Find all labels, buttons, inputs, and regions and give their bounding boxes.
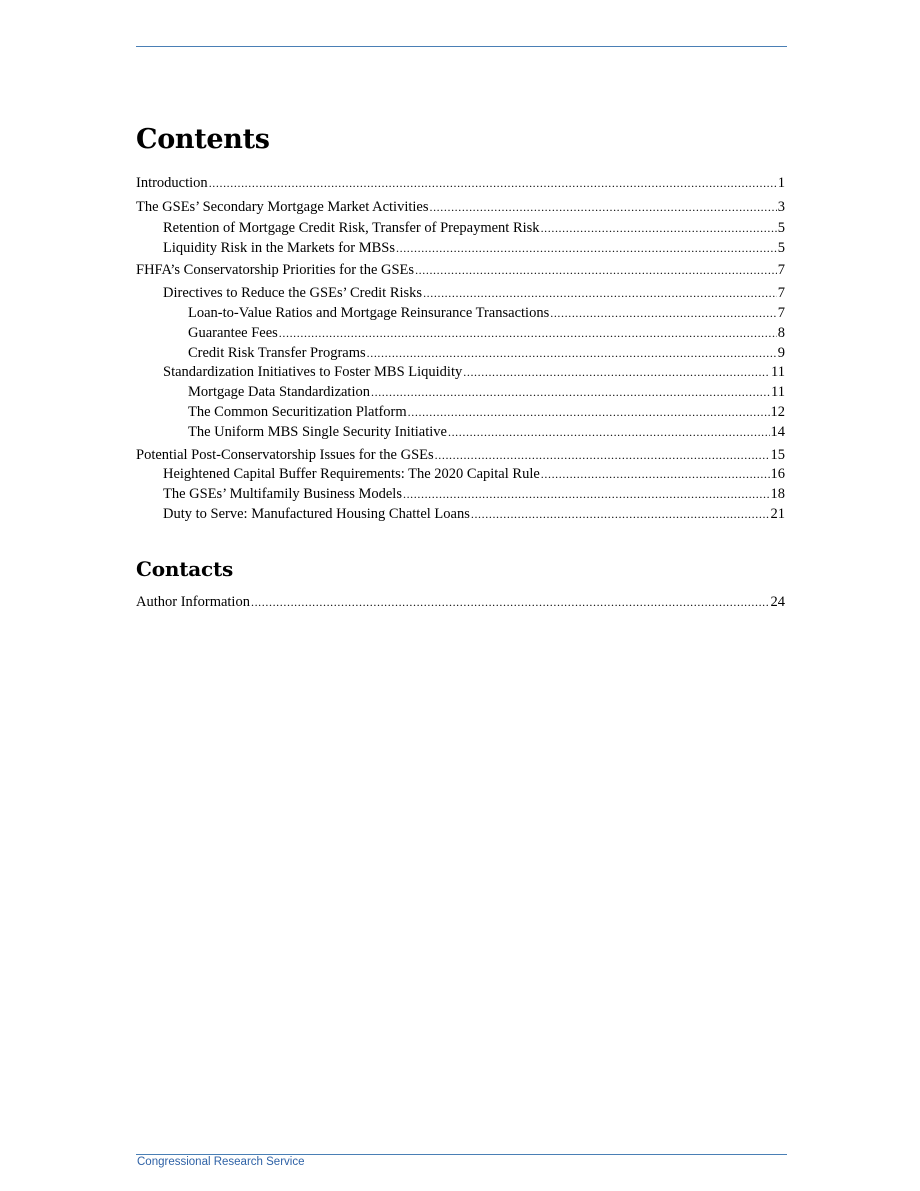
footer-rule (136, 1154, 787, 1155)
toc-dot-leader (541, 465, 770, 483)
toc-dot-leader (471, 505, 770, 523)
toc-entry-page: 21 (770, 506, 785, 522)
toc-entry-title: Potential Post-Conservatorship Issues for the GSEs (136, 447, 434, 463)
toc-entry-page: 14 (770, 424, 785, 440)
toc-entry-page: 1 (777, 175, 785, 191)
toc-dot-leader (415, 261, 777, 279)
toc-dot-leader (429, 198, 776, 216)
toc-entry[interactable] (136, 505, 785, 523)
toc-entry[interactable] (136, 239, 785, 257)
toc-entry-title: Loan-to-Value Ratios and Mortgage Reinsurance Transactions (188, 305, 550, 321)
toc-entry-title: Introduction (136, 175, 208, 191)
toc-entry[interactable] (136, 446, 785, 464)
toc-entry-page: 11 (771, 364, 785, 380)
toc-entry-page: 5 (777, 220, 785, 236)
toc-dot-leader (448, 423, 770, 441)
toc-entry-title: Author Information (136, 594, 250, 610)
toc-entry-page: 24 (770, 594, 785, 610)
toc-entry-page: 9 (777, 345, 785, 361)
toc-entry-page: 8 (777, 325, 785, 341)
toc-entry-title: FHFA’s Conservatorship Priorities for the GSEs (136, 262, 415, 278)
toc-entry-page: 7 (777, 285, 785, 301)
toc-entry-title: The Common Securitization Platform (188, 404, 407, 420)
toc-dot-leader (396, 239, 777, 257)
toc-entry[interactable] (136, 383, 785, 401)
toc-dot-leader (435, 446, 770, 464)
contents-heading: Contents (136, 124, 270, 155)
toc-entry-page: 11 (771, 384, 785, 400)
toc-dot-leader (423, 284, 777, 302)
toc-dot-leader (251, 593, 770, 611)
toc-entry[interactable] (136, 465, 785, 483)
toc-dot-leader (550, 304, 777, 322)
toc-entry-title: The GSEs’ Secondary Mortgage Market Activities (136, 199, 429, 215)
toc-dot-leader (367, 344, 777, 362)
toc-entry-title: Liquidity Risk in the Markets for MBSs (163, 240, 395, 256)
toc-entry-title: Retention of Mortgage Credit Risk, Transfer of Prepayment Risk (163, 220, 540, 236)
toc-dot-leader (371, 383, 770, 401)
toc-entry-page: 15 (770, 447, 785, 463)
toc-dot-leader (279, 324, 777, 342)
toc-entry-title: Credit Risk Transfer Programs (188, 345, 366, 361)
toc-dot-leader (209, 174, 777, 192)
toc-dot-leader (463, 363, 770, 381)
toc-entry-page: 7 (777, 305, 785, 321)
toc-entry[interactable] (136, 324, 785, 342)
footer-text: Congressional Research Service (137, 1156, 305, 1168)
toc-entry[interactable] (136, 284, 785, 302)
toc-entry[interactable] (136, 593, 785, 611)
toc-entry-page: 12 (770, 404, 785, 420)
toc-entry-title: The Uniform MBS Single Security Initiative (188, 424, 447, 440)
toc-entry[interactable] (136, 344, 785, 362)
toc-dot-leader (408, 403, 770, 421)
header-rule (136, 46, 787, 47)
toc-dot-leader (541, 219, 777, 237)
toc-entry-title: Heightened Capital Buffer Requirements: The 2020 Capital Rule (163, 466, 540, 482)
toc-entry[interactable] (136, 304, 785, 322)
toc-entry-page: 18 (770, 486, 785, 502)
toc-entry[interactable] (136, 423, 785, 441)
toc-entry-title: The GSEs’ Multifamily Business Models (163, 486, 402, 502)
toc-entry[interactable] (136, 198, 785, 216)
toc-entry-page: 7 (777, 262, 785, 278)
toc-entry-page: 5 (777, 240, 785, 256)
toc-entry-title: Guarantee Fees (188, 325, 278, 341)
toc-entry-page: 16 (770, 466, 785, 482)
toc-entry-title: Mortgage Data Standardization (188, 384, 370, 400)
contacts-heading: Contacts (136, 557, 234, 581)
toc-entry[interactable] (136, 174, 785, 192)
toc-entry[interactable] (136, 363, 785, 381)
toc-entry-title: Duty to Serve: Manufactured Housing Chattel Loans (163, 506, 470, 522)
toc-dot-leader (403, 485, 770, 503)
toc-entry[interactable] (136, 261, 785, 279)
toc-entry[interactable] (136, 403, 785, 421)
toc-entry-title: Standardization Initiatives to Foster MBS Liquidity (163, 364, 463, 380)
toc-entry-page: 3 (777, 199, 785, 215)
toc-entry[interactable] (136, 219, 785, 237)
toc-entry-title: Directives to Reduce the GSEs’ Credit Risks (163, 285, 423, 301)
toc-entry[interactable] (136, 485, 785, 503)
